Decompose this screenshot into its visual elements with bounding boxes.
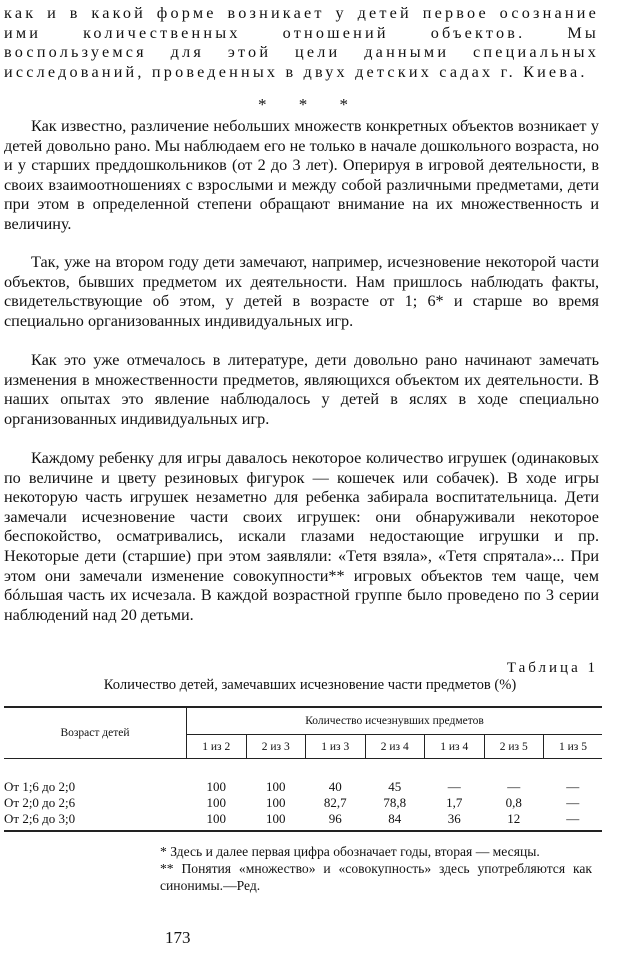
paragraph-3: Как это уже отмечалось в литературе, дети довольно рано начинают замечать изменения в множественности предметов, являющихся объектом их деятельности. В наших опытах это явление наблюдалось у детей в яслях в ходе специально организованных индивидуальных игр. <box>4 351 599 428</box>
table-row <box>4 795 602 811</box>
column-header: 1 из 4 <box>425 735 485 759</box>
paragraph-1: Как известно, различение небольших множеств конкретных объектов возникает у детей довольно рано. Мы наблюдаем его не только в начале дошкольного возраста, но и у старших преддошкольников (от 2 до 3 лет). Оперируя в игровой деятельности, в своих взаимоотношениях с взрослыми и между собой различными предметами, дети при этом в определенной степени обращают внимание на их множественность и величину. <box>4 117 599 233</box>
table-cell: 100 <box>206 779 226 794</box>
table-cell: — <box>566 779 580 794</box>
table-cell: 100 <box>206 795 226 810</box>
footnote-1: * Здесь и далее первая цифра обозначает годы, вторая — месяцы. <box>160 844 540 859</box>
table-row <box>4 811 602 831</box>
section-separator: * * * <box>258 95 362 114</box>
table-row <box>4 759 602 796</box>
data-table <box>4 706 602 832</box>
column-header: 1 из 2 <box>187 735 247 759</box>
paragraph-4: Каждому ребенку для игры давалось некоторое количество игрушек (одинаковых по величине и цвету резиновых фигурок — кошечек или собачек). В ходе игры некоторую часть игрушек незаметно для ребенка забирала воспитательница. Дети замечали исчезновение части своих игрушек: они обнаруживали некоторое беспокойство, осматривались, искали глазами недостающие игрушки и пр. Некоторые дети (старшие) при этом заявляли: «Тетя взяла», «Тетя спрятала»... При этом они замечали изменение совокупности** игровых объектов тем чаще, чем бóльшая часть их исчезала. В каждой возрастной группе было проведено по 3 серии наблюдений над 20 детьми. <box>4 449 599 624</box>
footnote-2: ** Понятия «множество» и «совокупность» здесь употребляются как синонимы.—Ред. <box>160 861 592 893</box>
table-cell: 0,8 <box>505 795 522 810</box>
table-cell: 100 <box>266 795 286 810</box>
column-header: 2 из 4 <box>365 735 425 759</box>
table-cell: — <box>566 795 580 810</box>
table-cell: 45 <box>388 779 402 794</box>
table-cell: 100 <box>187 811 247 831</box>
paragraph-2: Так, уже на втором году дети замечают, например, исчезновение некоторой части объектов, бывших предметом их деятельности. Нам пришлось наблюдать факты, свидетельствующие об этом, у детей в возрасте от 1; 6* и старше во время специально организованных индивидуальных игр. <box>4 253 599 330</box>
footnotes <box>160 843 592 894</box>
table-cell: 78,8 <box>383 795 407 810</box>
column-header: 2 из 5 <box>484 735 544 759</box>
table-cell: 82,7 <box>323 795 347 810</box>
column-header: 2 из 3 <box>246 735 306 759</box>
column-header: 1 из 3 <box>306 735 366 759</box>
table-cell: — <box>447 779 461 794</box>
table-cell: 12 <box>484 811 544 831</box>
table-cell: 84 <box>365 811 425 831</box>
table-cell: 100 <box>266 779 286 794</box>
row-age: От 1;6 до 2;0 <box>4 779 76 794</box>
table-cell: 1,7 <box>446 795 463 810</box>
table-label: Таблица 1 <box>506 660 598 676</box>
page-number: 173 <box>165 928 191 947</box>
table-title: Количество детей, замечавших исчезновение части предметов (%) <box>103 677 517 693</box>
table-cell: 40 <box>328 779 342 794</box>
group-column-header: Количество исчезнувших предметов <box>187 707 603 735</box>
row-age: От 2;0 до 2;6 <box>4 795 76 810</box>
intro-paragraph: как и в какой форме возникает у детей первое осознание ими количественных отношений объектов. Мы воспользуемся для этой цели данными специальных исследований, проведенных в двух детских садах г. Киева. <box>4 4 599 81</box>
table-cell: 36 <box>425 811 485 831</box>
table-cell: — <box>507 779 521 794</box>
age-column-header: Возраст детей <box>4 707 187 759</box>
table-cell: 100 <box>246 811 306 831</box>
table-cell: — <box>544 811 603 831</box>
row-age: От 2;6 до 3;0 <box>4 811 187 831</box>
column-header: 1 из 5 <box>544 735 603 759</box>
table-cell: 96 <box>306 811 366 831</box>
